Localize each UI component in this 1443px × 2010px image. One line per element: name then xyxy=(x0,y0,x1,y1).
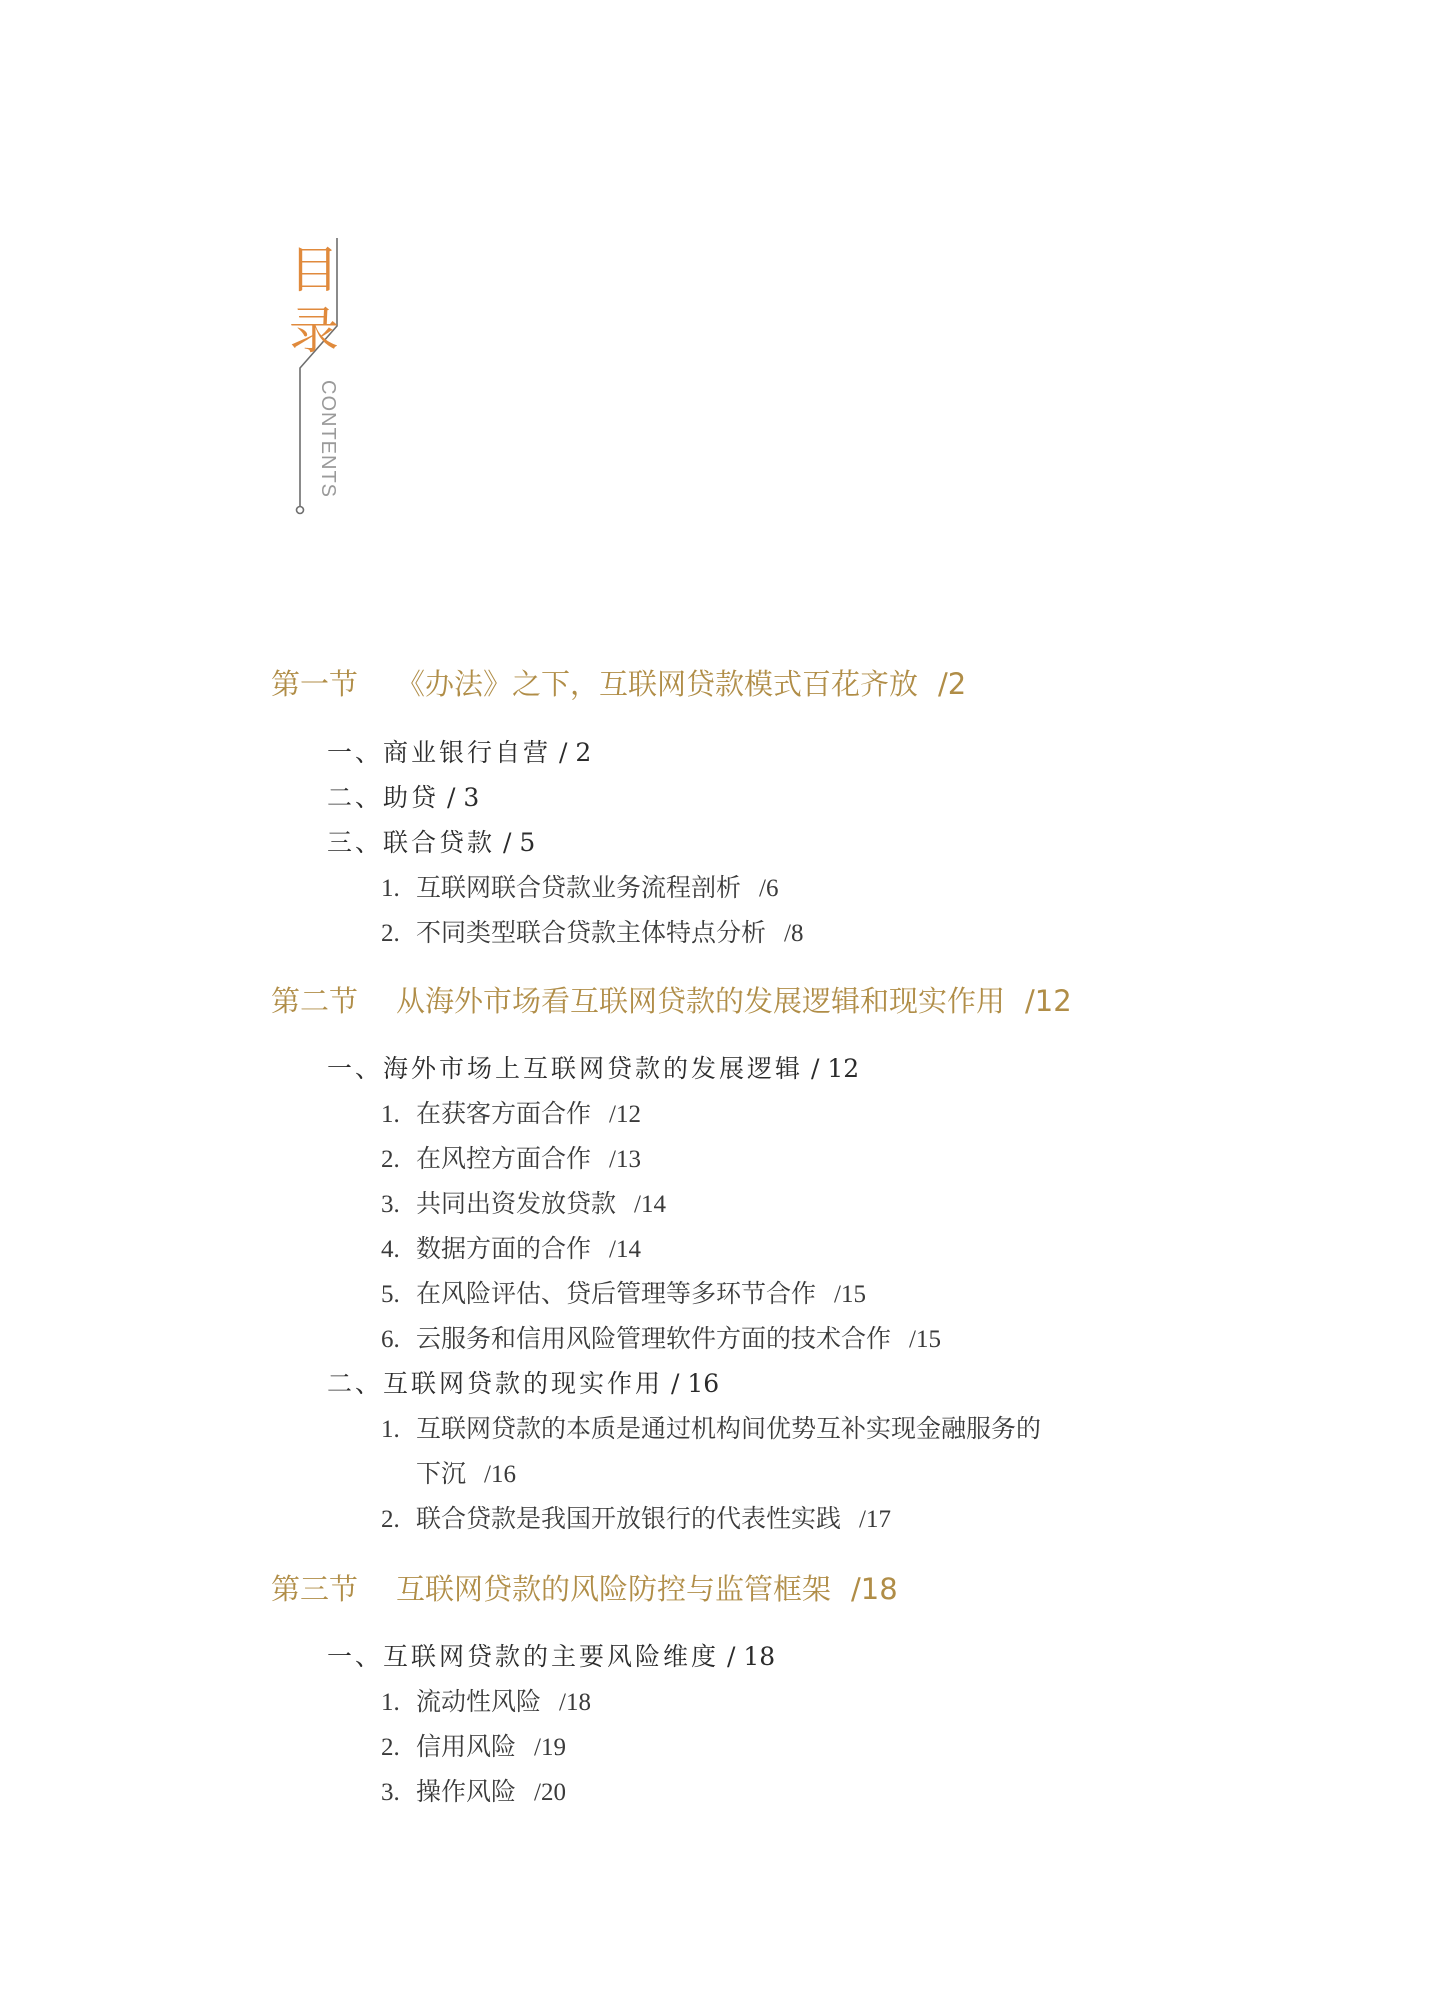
toc-subitem-number: 1. xyxy=(381,875,400,902)
toc-subitem-s1-3-2[interactable] xyxy=(381,913,803,949)
toc-item-page: / 2 xyxy=(559,738,592,767)
toc-subitem-s1-3-1[interactable] xyxy=(381,868,778,904)
toc-item-page: / 12 xyxy=(811,1054,860,1083)
toc-subitem-page: /14 xyxy=(609,1236,641,1263)
toc-subitem-number: 2. xyxy=(381,920,400,947)
toc-subitem-label: 不同类型联合贷款主体特点分析 xyxy=(416,918,767,947)
toc-subitem-page: /17 xyxy=(859,1506,891,1533)
toc-subitem-label: 数据方面的合作 xyxy=(416,1234,592,1263)
toc-item-label: 一、互联网贷款的主要风险维度 xyxy=(327,1642,720,1671)
toc-subitem-label: 在风险评估、贷后管理等多环节合作 xyxy=(416,1279,817,1308)
toc-subitem-page: /13 xyxy=(609,1146,641,1173)
toc-subitem-number: 3. xyxy=(381,1779,400,1806)
contents-subtitle: CONTENTS xyxy=(317,380,339,498)
section-2-page: /12 xyxy=(1025,984,1072,1018)
toc-item-label: 一、海外市场上互联网贷款的发展逻辑 xyxy=(327,1054,804,1083)
section-3-number: 第三节 xyxy=(271,1572,359,1606)
toc-subitem-number: 4. xyxy=(381,1236,400,1263)
toc-subitem-s2-1-5[interactable] xyxy=(381,1274,866,1310)
toc-subitem-label: 互联网贷款的本质是通过机构间优势互补实现金融服务的 xyxy=(416,1414,1042,1443)
toc-subitem-label: 联合贷款是我国开放银行的代表性实践 xyxy=(416,1504,842,1533)
section-2-heading[interactable] xyxy=(271,979,1072,1020)
section-3-page: /18 xyxy=(851,1572,898,1606)
toc-subitem-number: 1. xyxy=(381,1101,400,1128)
toc-item-label: 二、助贷 xyxy=(327,783,440,812)
toc-item-s1-1[interactable] xyxy=(327,733,591,769)
toc-subitem-page: /16 xyxy=(484,1461,516,1488)
toc-subitem-s2-1-2[interactable] xyxy=(381,1139,641,1175)
toc-item-s1-3[interactable] xyxy=(327,823,535,859)
section-1-title: 《办法》之下，互联网贷款模式百花齐放 xyxy=(396,667,919,701)
toc-subitem-number: 1. xyxy=(381,1416,400,1443)
toc-subitem-s2-2-2[interactable] xyxy=(381,1499,891,1535)
toc-item-s2-2[interactable] xyxy=(327,1364,719,1400)
section-1-heading[interactable] xyxy=(271,662,966,703)
toc-item-label: 三、联合贷款 xyxy=(327,828,496,857)
toc-subitem-label: 在风控方面合作 xyxy=(416,1144,592,1173)
toc-subitem-page: /15 xyxy=(909,1326,941,1353)
toc-subitem-s2-1-6[interactable] xyxy=(381,1319,941,1355)
toc-item-s1-2[interactable] xyxy=(327,778,479,814)
toc-subitem-label: 互联网联合贷款业务流程剖析 xyxy=(416,873,742,902)
toc-subitem-number: 2. xyxy=(381,1146,400,1173)
toc-subitem-number: 6. xyxy=(381,1326,400,1353)
toc-subitem-s3-1-1[interactable] xyxy=(381,1682,591,1718)
toc-item-page: / 3 xyxy=(447,783,480,812)
toc-subitem-page: /6 xyxy=(759,875,779,902)
toc-item-page: / 18 xyxy=(727,1642,776,1671)
toc-subitem-s2-2-1-continued[interactable] xyxy=(416,1454,516,1490)
toc-subitem-label: 操作风险 xyxy=(416,1777,517,1806)
toc-subitem-s2-1-4[interactable] xyxy=(381,1229,641,1265)
toc-subitem-s3-1-2[interactable] xyxy=(381,1727,566,1763)
toc-subitem-page: /15 xyxy=(834,1281,866,1308)
toc-subitem-s2-1-3[interactable] xyxy=(381,1184,666,1220)
toc-subitem-number: 2. xyxy=(381,1734,400,1761)
toc-subitem-label: 流动性风险 xyxy=(416,1687,542,1716)
section-3-heading[interactable] xyxy=(271,1567,898,1608)
toc-subitem-page: /20 xyxy=(534,1779,566,1806)
toc-subitem-page: /18 xyxy=(559,1689,591,1716)
section-3-title: 互联网贷款的风险防控与监管框架 xyxy=(396,1572,832,1606)
toc-item-page: / 5 xyxy=(503,828,536,857)
toc-subitem-number: 2. xyxy=(381,1506,400,1533)
section-2-title: 从海外市场看互联网贷款的发展逻辑和现实作用 xyxy=(396,984,1006,1018)
toc-subitem-page: /14 xyxy=(634,1191,666,1218)
toc-item-s3-1[interactable] xyxy=(327,1637,775,1673)
toc-subitem-s3-1-3[interactable] xyxy=(381,1772,566,1808)
toc-item-label: 一、商业银行自营 xyxy=(327,738,552,767)
toc-subitem-s2-2-1[interactable] xyxy=(381,1409,1041,1445)
toc-subitem-label: 在获客方面合作 xyxy=(416,1099,592,1128)
toc-subitem-number: 5. xyxy=(381,1281,400,1308)
toc-subitem-label: 共同出资发放贷款 xyxy=(416,1189,617,1218)
section-2-number: 第二节 xyxy=(271,984,359,1018)
toc-item-page: / 16 xyxy=(671,1369,720,1398)
toc-subitem-page: /8 xyxy=(784,920,804,947)
toc-subitem-label-continued: 下沉 xyxy=(416,1459,467,1488)
connector-end-dot xyxy=(297,507,304,514)
title-char-lu: 录 xyxy=(289,302,339,360)
toc-subitem-label: 信用风险 xyxy=(416,1732,517,1761)
toc-subitem-s2-1-1[interactable] xyxy=(381,1094,641,1130)
toc-subitem-page: /19 xyxy=(534,1734,566,1761)
toc-subitem-page: /12 xyxy=(609,1101,641,1128)
section-1-number: 第一节 xyxy=(271,667,359,701)
toc-item-s2-1[interactable] xyxy=(327,1049,859,1085)
title-char-mu: 目 xyxy=(289,241,339,299)
section-1-page: /2 xyxy=(938,667,967,701)
toc-item-label: 二、互联网贷款的现实作用 xyxy=(327,1369,664,1398)
toc-subitem-label: 云服务和信用风险管理软件方面的技术合作 xyxy=(416,1324,892,1353)
toc-subitem-number: 3. xyxy=(381,1191,400,1218)
toc-subitem-number: 1. xyxy=(381,1689,400,1716)
